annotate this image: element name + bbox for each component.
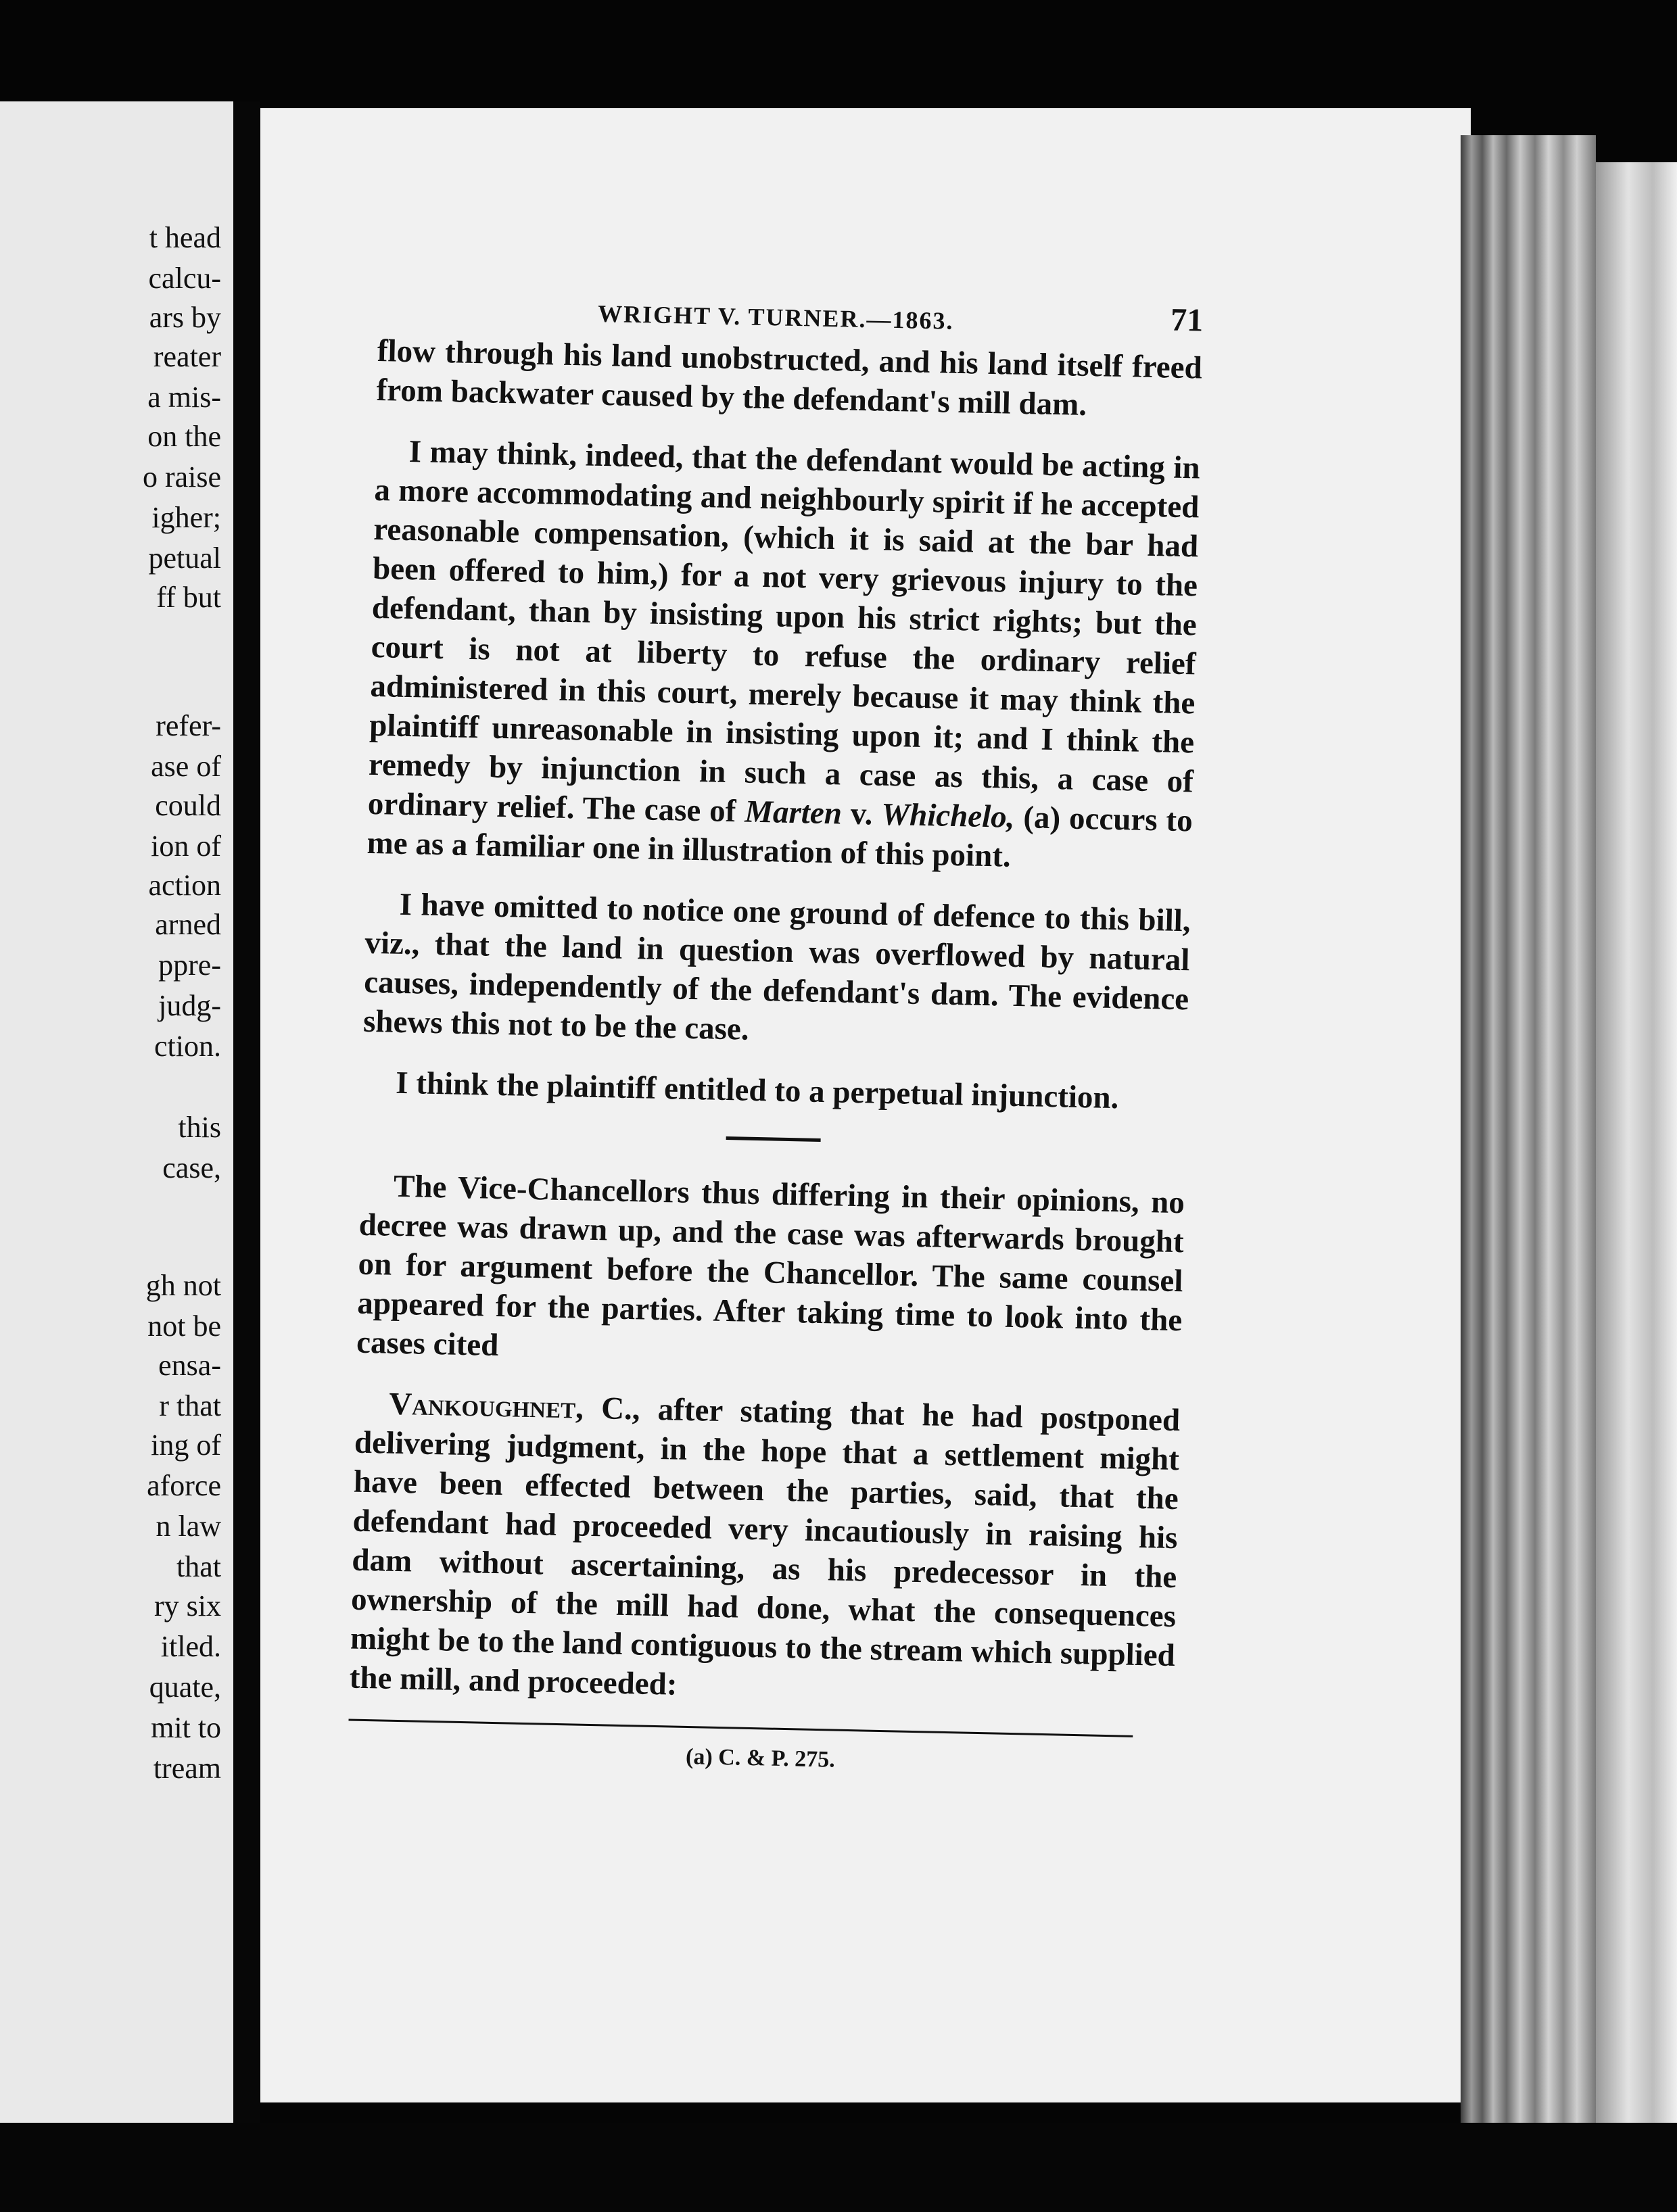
paragraph-6-text: , C., after stating that he had postponed delivering judgment, in the hope that a settlement might have been effected between the parties, said, that the defendant had proceeded very incautiously in raising his dam without ascertaining, as his predecessor in the ownership of the mill had done, what the consequences might be to the land contiguous to the stream which supplied the mill, and proceeded: — [349, 1390, 1181, 1702]
left-page-line: quate, — [149, 1670, 221, 1704]
left-page-line: r that — [159, 1389, 221, 1422]
left-page-line: calcu- — [148, 262, 221, 295]
left-page-line: ction. — [154, 1030, 221, 1063]
paragraph-6 — [349, 1384, 1180, 1714]
left-page-line: ensa- — [158, 1349, 221, 1382]
left-page-line: igher; — [151, 501, 221, 534]
left-page-line: mit to — [151, 1711, 221, 1744]
left-page-line: arned — [155, 908, 221, 941]
page-number: 71 — [1170, 302, 1204, 339]
left-page-line: could — [155, 789, 221, 822]
left-page-line: ion of — [151, 830, 221, 863]
judge-name: Vankoughnet — [388, 1386, 576, 1426]
paragraph-5: The Vice-Chancellors thus differing in their opinions, no decree was drawn up, and the case was afterwards brought on for argument before the Chancellor. The same counsel appeared for the parties. After taking time to look into the cases cited — [356, 1168, 1185, 1364]
left-page-line: a mis- — [147, 381, 221, 414]
left-page-line: judg- — [158, 989, 221, 1022]
paragraph-1: flow through his land unobstructed, and his land itself freed from backwater caused by the defendant's mill dam. — [376, 333, 1203, 423]
paragraph-3: I have omitted to notice one ground of defence to this bill, viz., that the land in question was overflowed by natural causes, independently of the defendant's dam. The evidence shews this not to be the case. — [362, 886, 1191, 1047]
running-head: WRIGHT V. TURNER.—1863. — [597, 299, 954, 335]
left-page-line: not be — [147, 1309, 221, 1343]
case-name-marten: Marten — [744, 794, 843, 832]
left-page-line: ase of — [151, 750, 221, 783]
section-divider — [726, 1136, 821, 1142]
left-page-line: petual — [148, 542, 221, 575]
book-gutter — [233, 101, 260, 2123]
left-page-line: on the — [147, 420, 221, 453]
left-page-line: ff but — [156, 581, 221, 614]
left-page-line: o raise — [142, 460, 221, 494]
left-page-line: ars by — [149, 301, 221, 334]
paragraph-4: I think the plaintiff entitled to a perpetual injunction. — [395, 1065, 1119, 1116]
case-name-whichelo: Whichelo, — [880, 796, 1016, 835]
left-page-line: ry six — [154, 1589, 221, 1622]
left-page-line: aforce — [147, 1469, 221, 1502]
left-page-line: t head — [149, 221, 221, 254]
paragraph-2-text-a: I may think, indeed, that the defendant would be acting in a more accommodating and neighbourly spirit if he accepted reasonable compensation, (which it is said at the bar had been offered to him,) for a not very grievous injury to the defendant, than by insisting upon his strict rights; but the court is not at liberty to refuse the ordinary relief administered in this court, merely because it may think the plaintiff unreasonable in insisting upon it; and I think the remedy by injunction in such a case as this, a case of ordinary relief. The case of — [367, 433, 1201, 830]
paragraph-2 — [367, 431, 1200, 880]
left-page-line: n law — [156, 1510, 221, 1543]
left-page-line: case, — [162, 1151, 221, 1184]
left-page-line: ing of — [151, 1428, 221, 1462]
case-v: v. — [841, 796, 882, 832]
left-page-line: action — [148, 869, 221, 902]
page-edge-highlight — [1596, 162, 1677, 2123]
left-page-line: itled. — [160, 1630, 221, 1663]
page-edges — [1461, 135, 1596, 2123]
page-text-block — [348, 284, 1204, 1787]
left-page-line: this — [178, 1111, 221, 1144]
left-page-line: that — [176, 1550, 221, 1583]
footnote: (a) C. & P. 275. — [685, 1744, 836, 1773]
left-page-line: gh not — [145, 1269, 221, 1302]
paragraph-2-text-b: (a) occurs to me as a familiar one in illustration of this point. — [367, 799, 1194, 874]
left-page-line: tream — [153, 1752, 221, 1785]
left-page-line: ppre- — [158, 948, 221, 982]
scan-bottom-border — [0, 2123, 1677, 2212]
left-page-line: refer- — [156, 709, 221, 742]
left-page-fragment — [0, 101, 233, 2123]
left-page-line: reater — [153, 340, 221, 373]
